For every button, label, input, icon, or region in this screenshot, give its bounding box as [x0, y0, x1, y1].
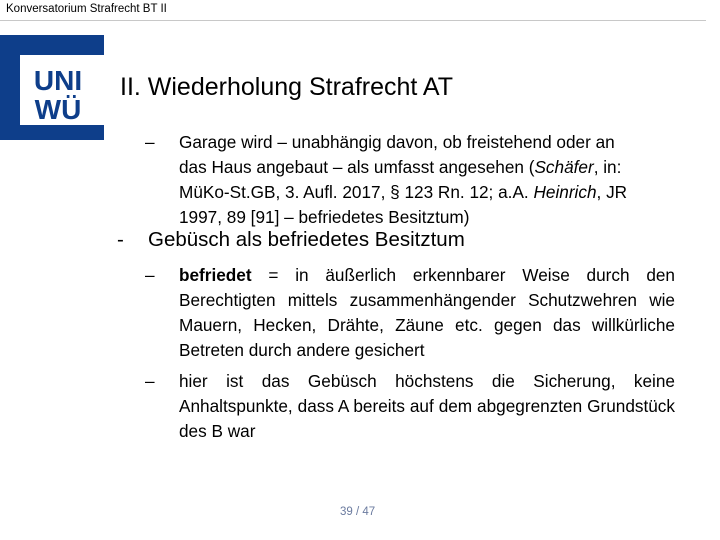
bullet-gebuesch: [145, 369, 675, 444]
bullet-garage-text: Garage wird – unabhängig davon, ob freistehend oder an das Haus angebaut – als umfasst angesehen (Schäfer, in: MüKo-St.GB, 3. Aufl. 2017, § 123 Rn. 12; a.A. Heinrich, JR 1997, 89 [91] – befriedetes Besitztum): [179, 132, 628, 227]
header-title: Konversatorium Strafrecht BT II: [6, 3, 167, 15]
page-number: 39 / 47: [340, 506, 376, 518]
bullet-befriedet-text: befriedet = in äußerlich erkennbarer Weise durch den Berechtigten mittels zusammenhängender Schutzwehren wie Mauern, Hecken, Drähte, Zäune etc. gegen das willkürliche Betreten durch andere gesichert: [179, 265, 675, 360]
header-divider: [0, 20, 706, 21]
bullet-befriedet: [145, 263, 675, 363]
logo-line2: WÜ: [34, 94, 82, 125]
level1-dash: -: [117, 228, 124, 251]
bullet-gebuesch-text: hier ist das Gebüsch höchstens die Sicherung, keine Anhaltspunkte, dass A bereits auf dem abgegrenzten Grundstück des B war: [179, 371, 675, 441]
level1-item: [117, 228, 465, 252]
logo-line1: UNI: [33, 65, 83, 96]
bullet-garage: [145, 130, 675, 230]
bullet-dash: –: [145, 265, 155, 285]
bullet-dash: –: [145, 371, 155, 391]
slide-title: II. Wiederholung Strafrecht AT: [120, 73, 454, 101]
uni-wuerzburg-logo: [0, 35, 104, 140]
bullet-dash: –: [145, 132, 155, 152]
level1-text: Gebüsch als befriedetes Besitztum: [148, 228, 465, 251]
term-befriedet: befriedet: [179, 265, 252, 285]
